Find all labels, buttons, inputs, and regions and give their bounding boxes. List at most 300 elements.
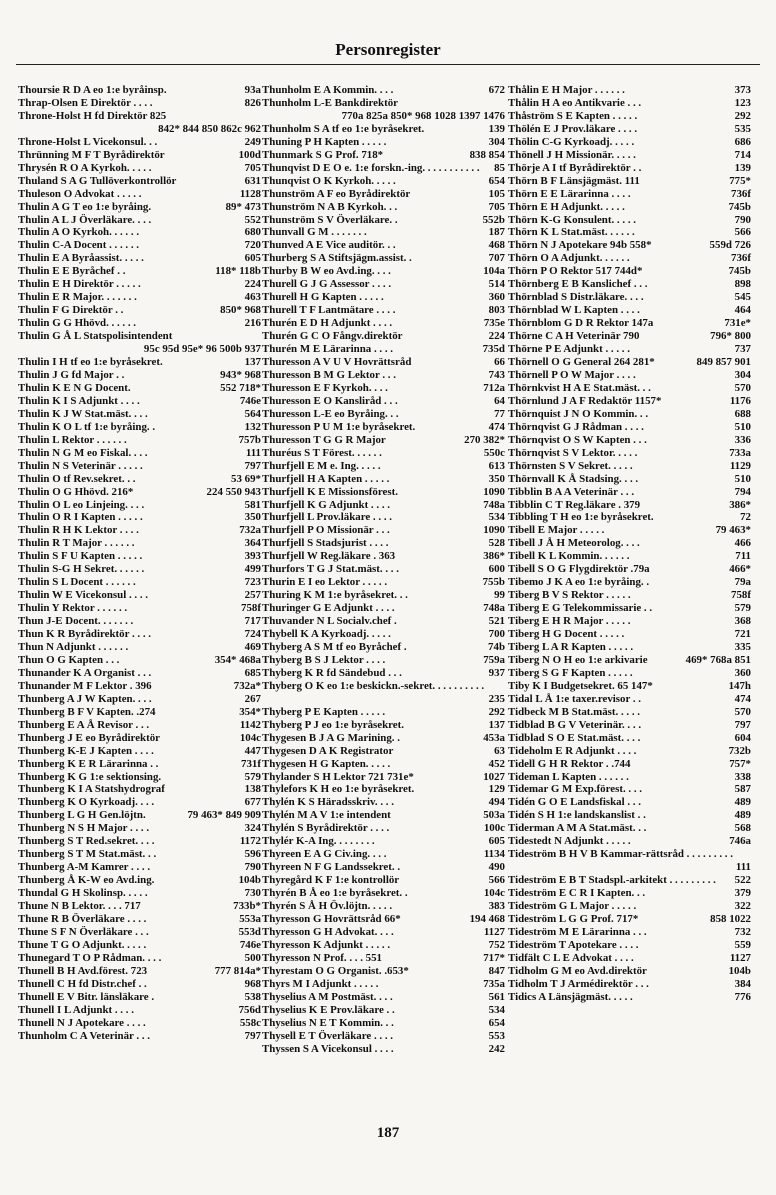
register-entry xyxy=(508,136,751,149)
register-entry xyxy=(18,576,261,589)
register-entry xyxy=(18,900,261,913)
entry-name: Thörnsten S V Sekret. . . . . xyxy=(508,459,633,472)
register-entry xyxy=(508,226,751,239)
register-entry xyxy=(262,900,505,913)
entry-page-refs: 257 xyxy=(244,589,261,602)
register-entry xyxy=(262,835,505,848)
entry-name: Thyreen E A G Civ.ing. . . . xyxy=(262,848,387,861)
entry-page-refs: 100c xyxy=(483,822,505,835)
register-entry xyxy=(262,537,505,550)
register-entry xyxy=(18,835,261,848)
entry-page-refs: 756d xyxy=(238,1003,261,1016)
entry-page-refs: 570 xyxy=(734,381,751,394)
entry-page-refs: 796* 800 xyxy=(710,330,751,343)
entry-page-refs: 731f xyxy=(241,757,261,770)
entry-page-refs: 732b xyxy=(728,744,751,757)
entry-name: Thunqvist D E O e. 1:e forskn.-ing. . . . . . . . . . . xyxy=(262,161,480,174)
entry-page-refs: 139 xyxy=(488,122,505,135)
entry-name: Thunell C H fd Distr.chef . . xyxy=(18,977,147,990)
register-entry xyxy=(508,499,751,512)
register-entry xyxy=(18,369,261,382)
entry-page-refs: 758f xyxy=(241,602,261,615)
register-entry xyxy=(508,537,751,550)
entry-page-refs: 360 xyxy=(734,666,751,679)
entry-page-refs: 775* xyxy=(729,174,751,187)
register-entry xyxy=(508,576,751,589)
entry-page-refs: 937 xyxy=(488,666,505,679)
entry-page-refs: 757b xyxy=(238,433,261,446)
entry-name: Thulin S-G H Sekret. . . . . . xyxy=(18,563,145,576)
entry-name: Thörn P O Rektor 517 744d* xyxy=(508,265,643,278)
register-entry xyxy=(18,732,261,745)
register-entry xyxy=(262,304,505,317)
register-entry xyxy=(18,641,261,654)
entry-page-refs: 368 xyxy=(734,615,751,628)
entry-page-refs: 336 xyxy=(734,433,751,446)
register-entry xyxy=(508,939,751,952)
entry-page-refs: 249 xyxy=(244,135,261,148)
register-entry xyxy=(18,408,261,421)
entry-name: Thulin S L Docent . . . . . . xyxy=(18,576,136,589)
register-entry xyxy=(18,628,261,641)
entry-name: Thulin E A Byråassist. . . . . xyxy=(18,252,144,265)
entry-page-refs: 587 xyxy=(734,783,751,796)
entry-name: Thulin N G M eo Fiskal. . . . xyxy=(18,446,148,459)
register-entry xyxy=(262,1030,505,1043)
register-entry xyxy=(262,965,505,978)
entry-page-refs: 733b* xyxy=(233,900,261,913)
entry-page-refs: 66 xyxy=(494,356,505,369)
entry-page-refs: 528 xyxy=(488,537,505,550)
register-entry xyxy=(18,188,261,201)
entry-page-refs: 379 xyxy=(734,887,751,900)
entry-page-refs: 292 xyxy=(488,705,505,718)
entry-name: Thulin R H K Lektor . . . . xyxy=(18,524,139,537)
entry-page-refs: 705 xyxy=(244,161,261,174)
entry-name: Thunberg K E R Lärarinna . . xyxy=(18,757,159,770)
register-entry xyxy=(262,913,505,926)
register-entry xyxy=(508,641,751,654)
entry-name: Thörje A I tf Byrådirektör . . xyxy=(508,161,642,174)
register-entry xyxy=(508,874,751,887)
entry-page-refs: 685 xyxy=(244,666,261,679)
register-entry xyxy=(262,926,505,939)
register-entry xyxy=(18,460,261,473)
entry-name: Thulin O tf Rev.sekret. . . xyxy=(18,472,136,485)
entry-name: Thurfjell K E Missionsförest. xyxy=(262,485,398,498)
entry-page-refs: 129 xyxy=(488,783,505,796)
entry-name: Thurén M E Lärarinna . . . . xyxy=(262,343,394,356)
entry-name: Thuning P H Kapten . . . . . xyxy=(262,135,387,148)
register-entry xyxy=(508,201,751,214)
entry-name: Thulin E H Direktör . . . . . xyxy=(18,278,141,291)
entry-page-refs: 746a xyxy=(729,835,751,848)
register-entry xyxy=(508,900,751,913)
register-entry xyxy=(18,602,261,615)
entry-page-refs: 566 xyxy=(488,874,505,887)
entry-page-refs: 736f xyxy=(731,252,751,265)
register-entry xyxy=(262,758,505,771)
entry-page-refs: 596 xyxy=(244,848,261,861)
register-entry xyxy=(262,822,505,835)
register-entry xyxy=(262,978,505,991)
entry-name: Thunqvist O K Kyrkoh. . . . . xyxy=(262,174,396,187)
entry-name: Thulin A G T eo 1:e byråing. xyxy=(18,200,152,213)
entry-page-refs: 489 xyxy=(734,809,751,822)
entry-name: Thunholm C A Veterinär . . . xyxy=(18,1029,151,1042)
entry-page-refs: 469 xyxy=(244,640,261,653)
entry-page-refs: 790 xyxy=(734,213,751,226)
entry-name: Thune S F N Överläkare . . . xyxy=(18,925,149,938)
entry-page-refs: 79a xyxy=(734,576,751,589)
entry-page-refs: 466 xyxy=(734,537,751,550)
register-entry xyxy=(508,771,751,784)
register-entry xyxy=(262,550,505,563)
register-entry xyxy=(262,939,505,952)
entry-page-refs: 137 xyxy=(488,718,505,731)
entry-name: Thölin C-G Kyrkoadj. . . . . xyxy=(508,135,635,148)
entry-name: Thulin O G Hhövd. 216* xyxy=(18,485,134,498)
header-rule xyxy=(16,64,760,65)
entry-page-refs: 354* xyxy=(239,705,261,718)
register-entry xyxy=(508,511,751,524)
entry-name: Thun J-E Docent. . . . . . . xyxy=(18,615,134,628)
register-entry xyxy=(262,84,505,97)
entry-name: Thulin N S Veterinär . . . . . xyxy=(18,459,143,472)
register-entry xyxy=(262,602,505,615)
register-entry xyxy=(18,550,261,563)
register-entry xyxy=(18,991,261,1004)
entry-page-refs: 700 xyxy=(488,628,505,641)
register-entry xyxy=(508,278,751,291)
entry-name: Thurfjell E M e. Ing. . . . . xyxy=(262,459,381,472)
entry-name: Thunberg K-E J Kapten . . . . xyxy=(18,744,154,757)
entry-page-refs: 469* 768a 851 xyxy=(685,653,751,666)
entry-name: Thörn E H Adjunkt. . . . . xyxy=(508,200,625,213)
entry-page-refs: 720 xyxy=(244,239,261,252)
entry-page-refs: 968 xyxy=(244,977,261,990)
register-entry xyxy=(262,382,505,395)
entry-page-refs: 717 xyxy=(244,615,261,628)
register-entry xyxy=(18,175,261,188)
entry-name: Tideström E C R I Kapten. . . xyxy=(508,887,646,900)
entry-name: Thulin K I S Adjunkt . . . . xyxy=(18,394,140,407)
entry-name: Thrünning M F T Byrådirektör xyxy=(18,148,165,161)
entry-page-refs: 797 xyxy=(734,718,751,731)
entry-name: Thörnblom G D R Rektor 147a xyxy=(508,317,654,330)
entry-page-refs: 794 xyxy=(734,485,751,498)
register-entry xyxy=(508,667,751,680)
entry-name: Tideström B H V B Kammar-rättsråd . . . . . . . . . xyxy=(508,848,733,861)
entry-page-refs: 322 xyxy=(734,900,751,913)
register-entry xyxy=(18,783,261,796)
entry-name: Thurfjell L Prov.läkare . . . . xyxy=(262,511,392,524)
entry-name: Thuresson A V U V Hovrättsråd xyxy=(262,356,412,369)
entry-page-refs: 847 xyxy=(488,964,505,977)
entry-name: Tibell S O G Flygdirektör .79a xyxy=(508,563,650,576)
entry-page-refs: 943* 968 xyxy=(220,368,261,381)
entry-page-refs: 534 xyxy=(488,1003,505,1016)
entry-name: Thörn E E Lärarinna . . . . xyxy=(508,187,631,200)
entry-page-refs: 711 xyxy=(735,550,751,563)
entry-name: Tiberg L A R Kapten . . . . . xyxy=(508,640,634,653)
entry-page-refs: 654 xyxy=(488,1016,505,1029)
register-entry xyxy=(262,395,505,408)
register-entry xyxy=(262,952,505,965)
entry-name: Thörnqvist O S W Kapten . . . xyxy=(508,433,647,446)
register-entry xyxy=(508,434,751,447)
entry-page-refs: 77 xyxy=(494,407,505,420)
entry-name: Thurfjell H A Kapten . . . . . xyxy=(262,472,390,485)
entry-name: Thunberg N S H Major . . . . xyxy=(18,822,150,835)
register-entry xyxy=(262,615,505,628)
register-entry xyxy=(508,356,751,369)
register-entry xyxy=(262,473,505,486)
entry-page-refs: 104c xyxy=(239,731,261,744)
register-entry xyxy=(18,356,261,369)
entry-page-refs: 724 xyxy=(244,628,261,641)
register-entry xyxy=(508,913,751,926)
entry-page-refs: 447 xyxy=(244,744,261,757)
entry-page-refs: 735d xyxy=(482,343,505,356)
entry-page-refs: 503a xyxy=(483,809,505,822)
register-entry xyxy=(262,809,505,822)
page-title: Personregister xyxy=(335,40,441,59)
entry-name: Thurfjell K G Adjunkt . . . . xyxy=(262,498,390,511)
entry-page-refs: 552 718* xyxy=(220,381,261,394)
entry-name: Thålin H A eo Antikvarie . . . xyxy=(508,96,642,109)
entry-name: Thybell K A Kyrkoadj. . . . . xyxy=(262,628,391,641)
register-entry xyxy=(18,524,261,537)
entry-page-refs: 99 xyxy=(494,589,505,602)
register-entry xyxy=(262,330,505,343)
entry-name: Thunvall G M . . . . . . . xyxy=(262,226,367,239)
register-entry xyxy=(262,628,505,641)
entry-name: Thulin J G fd Major . . xyxy=(18,368,125,381)
entry-page-refs: 224 550 943 xyxy=(206,485,261,498)
entry-name: Thuresson P U M 1:e byråsekret. xyxy=(262,420,416,433)
entry-name: Thunell I L Adjunkt . . . . xyxy=(18,1003,134,1016)
entry-name: Thunberg B F V Kapten. .274 xyxy=(18,705,156,718)
entry-page-refs: 733a xyxy=(729,446,751,459)
entry-page-refs: 732 xyxy=(734,925,751,938)
entry-name: Thunholm S A tf eo 1:e byråsekret. xyxy=(262,122,425,135)
register-entry xyxy=(508,602,751,615)
register-entry xyxy=(18,278,261,291)
entry-page-refs: 605 xyxy=(244,252,261,265)
entry-name: Thurell T F Lantmätare . . . . xyxy=(262,304,396,317)
entry-name: Thune T G O Adjunkt. . . . . xyxy=(18,938,147,951)
entry-page-refs: 350 xyxy=(488,472,505,485)
entry-page-refs: 553d xyxy=(238,925,261,938)
entry-page-refs: 858 1022 xyxy=(710,913,751,925)
entry-name: Thunström A F eo Byrådirektör xyxy=(262,187,411,200)
entry-name: Tidblad S O E Stat.mäst. . . . xyxy=(508,731,641,744)
entry-page-refs: 672 xyxy=(488,84,505,96)
entry-page-refs: 360 xyxy=(488,291,505,304)
entry-name: Thyrén S Å H Öv.löjtn. . . . . xyxy=(262,900,393,913)
entry-page-refs: 510 xyxy=(734,472,751,485)
entry-page-refs: 267 xyxy=(244,692,261,705)
entry-page-refs: 688 xyxy=(734,407,751,420)
entry-page-refs: 1127 xyxy=(729,951,751,964)
entry-page-refs: 757* xyxy=(729,757,751,770)
register-entry xyxy=(18,926,261,939)
entry-page-refs: 550c xyxy=(483,446,505,459)
register-entry xyxy=(18,252,261,265)
entry-name: Tiberg E H R Major . . . . . xyxy=(508,615,631,628)
entry-name: Thulin K E N G Docent. xyxy=(18,381,131,394)
entry-page-refs: 132 xyxy=(244,420,261,433)
register-entry xyxy=(508,175,751,188)
register-entry xyxy=(508,589,751,602)
entry-page-refs: 534 xyxy=(488,511,505,524)
entry-page-refs: 758f xyxy=(731,589,751,602)
entry-page-refs: 335 xyxy=(734,640,751,653)
register-entry xyxy=(18,395,261,408)
register-entry xyxy=(18,796,261,809)
entry-page-refs: 553 xyxy=(488,1029,505,1042)
entry-name: Thysell E T Överläkare . . . . xyxy=(262,1029,394,1042)
entry-name: Tibell J Å H Meteorolog. . . . xyxy=(508,537,640,550)
register-entry xyxy=(18,382,261,395)
register-entry xyxy=(262,252,505,265)
entry-name: Thurfors T G J Stat.mäst. . . . xyxy=(262,563,399,576)
register-entry xyxy=(18,809,261,822)
entry-page-refs: 393 xyxy=(244,550,261,563)
entry-name: Thyselius K E Prov.läkare . . xyxy=(262,1003,395,1016)
entry-name: Tidal L Å 1:e taxer.revisor . . xyxy=(508,692,642,705)
entry-name: Thunander M F Lektor . 396 xyxy=(18,679,152,692)
register-entry xyxy=(508,149,751,162)
register-entry xyxy=(508,460,751,473)
entry-page-refs: 1127 xyxy=(483,925,505,938)
entry-name: Thulin S F U Kapten . . . . . xyxy=(18,550,143,563)
register-entry xyxy=(508,563,751,576)
entry-page-refs: 1128 xyxy=(239,187,261,200)
entry-name: Thörnquist J N O Kommin. . . xyxy=(508,407,649,420)
register-entry xyxy=(508,628,751,641)
entry-page-refs: 686 xyxy=(734,135,751,148)
entry-name: Tibbling T H eo 1:e byråsekret. xyxy=(508,511,654,524)
entry-page-refs: 187 xyxy=(488,226,505,239)
entry-name: Thulin C-A Docent . . . . . . xyxy=(18,239,140,252)
register-entry xyxy=(262,369,505,382)
register-entry xyxy=(508,252,751,265)
entry-page-refs: 105 xyxy=(488,187,505,200)
entry-page-refs: 123 xyxy=(734,96,751,109)
entry-page-refs: 826 xyxy=(244,96,261,109)
register-entry xyxy=(508,239,751,252)
entry-page-refs: 64 xyxy=(494,394,505,407)
register-entry xyxy=(262,97,505,123)
entry-name: Thunström S V Överläkare. . xyxy=(262,213,398,226)
entry-page-refs: 242 xyxy=(488,1042,505,1055)
register-entry xyxy=(18,239,261,252)
entry-page-refs: 72 xyxy=(740,511,751,524)
entry-page-refs: 559 xyxy=(734,938,751,951)
entry-name: Thurin E I eo Lektor . . . . . xyxy=(262,576,388,589)
entry-page-refs: 1090 xyxy=(483,485,505,498)
entry-name: Thyselius N E T Kommin. . . xyxy=(262,1016,394,1029)
entry-name: Thun O G Kapten . . . xyxy=(18,653,120,666)
entry-name: Thurberg S A Stiftsjägm.assist. . xyxy=(262,252,412,265)
entry-page-refs: 224 xyxy=(488,330,505,343)
entry-page-refs: 850* 968 xyxy=(220,304,261,317)
entry-name: Thörne C A H Veterinär 790 xyxy=(508,330,640,343)
register-entry xyxy=(508,188,751,201)
register-entry xyxy=(508,447,751,460)
register-entry xyxy=(262,848,505,861)
register-entry xyxy=(262,732,505,745)
register-entry xyxy=(508,486,751,499)
entry-page-refs: 732a* xyxy=(233,679,261,692)
entry-name: Thulin R T Major . . . . . . xyxy=(18,537,135,550)
entry-name: Thylefors K H eo 1:e byråsekret. xyxy=(262,783,415,796)
entry-name: Thörnkvist H A E Stat.mäst. . . xyxy=(508,381,651,394)
entry-name: Thurén E D H Adjunkt . . . . xyxy=(262,317,393,330)
entry-name: Thygesen B J A G Marining. . xyxy=(262,731,400,744)
entry-name: Thyresson K Adjunkt . . . . . xyxy=(262,938,391,951)
entry-page-refs: 89* 473 xyxy=(225,200,261,213)
register-entry xyxy=(262,783,505,796)
entry-page-refs: 489 xyxy=(734,796,751,809)
register-entry xyxy=(18,693,261,706)
register-entry xyxy=(262,991,505,1004)
entry-page-refs: 581 xyxy=(244,498,261,511)
entry-name: Thylér K-A Ing. . . . . . . . xyxy=(262,835,375,848)
entry-name: Thunberg L G H Gen.löjtn. xyxy=(18,809,146,822)
entry-page-refs: 604 xyxy=(734,731,751,744)
entry-page-refs: 1176 xyxy=(729,394,751,407)
entry-page-refs: 714 xyxy=(734,148,751,161)
entry-page-refs: 898 xyxy=(734,278,751,291)
register-entry xyxy=(508,926,751,939)
entry-name: Thunberg K G 1:e sektionsing. xyxy=(18,770,162,783)
entry-page-refs: 842* 844 850 862c 962 xyxy=(158,122,261,135)
entry-name: Tibblin B A A Veterinär . . . xyxy=(508,485,635,498)
register-entry xyxy=(262,706,505,719)
register-entry xyxy=(18,615,261,628)
register-entry xyxy=(508,395,751,408)
entry-name: Thörn K L Stat.mäst. . . . . . xyxy=(508,226,635,239)
entry-page-refs: 104b xyxy=(238,874,261,887)
register-entry xyxy=(18,511,261,524)
entry-name: Thyrestam O G Organist. .653* xyxy=(262,964,409,977)
entry-page-refs: 235 xyxy=(488,692,505,705)
register-entry xyxy=(508,110,751,123)
entry-page-refs: 746e xyxy=(239,394,261,407)
entry-name: Thörnqvist S V Lektor. . . . . xyxy=(508,446,638,459)
register-entry xyxy=(508,408,751,421)
entry-page-refs: 270 382* xyxy=(464,433,505,446)
register-entry xyxy=(262,356,505,369)
register-entry xyxy=(262,226,505,239)
entry-name: Throne-Holst H fd Direktör 825 xyxy=(18,109,167,122)
register-entry xyxy=(18,706,261,719)
register-entry xyxy=(18,589,261,602)
entry-name: Thune N B Lektor. . . . 717 xyxy=(18,900,141,913)
entry-page-refs: 490 xyxy=(488,861,505,874)
entry-page-refs: 1129 xyxy=(729,459,751,472)
register-entry xyxy=(18,745,261,758)
register-entry xyxy=(262,861,505,874)
entry-page-refs: 100d xyxy=(238,148,261,161)
register-entry xyxy=(18,563,261,576)
entry-page-refs: 736f xyxy=(731,187,751,200)
entry-name: Tidics A Länsjägmäst. . . . . xyxy=(508,990,633,1003)
entry-page-refs: 111 xyxy=(735,861,751,874)
